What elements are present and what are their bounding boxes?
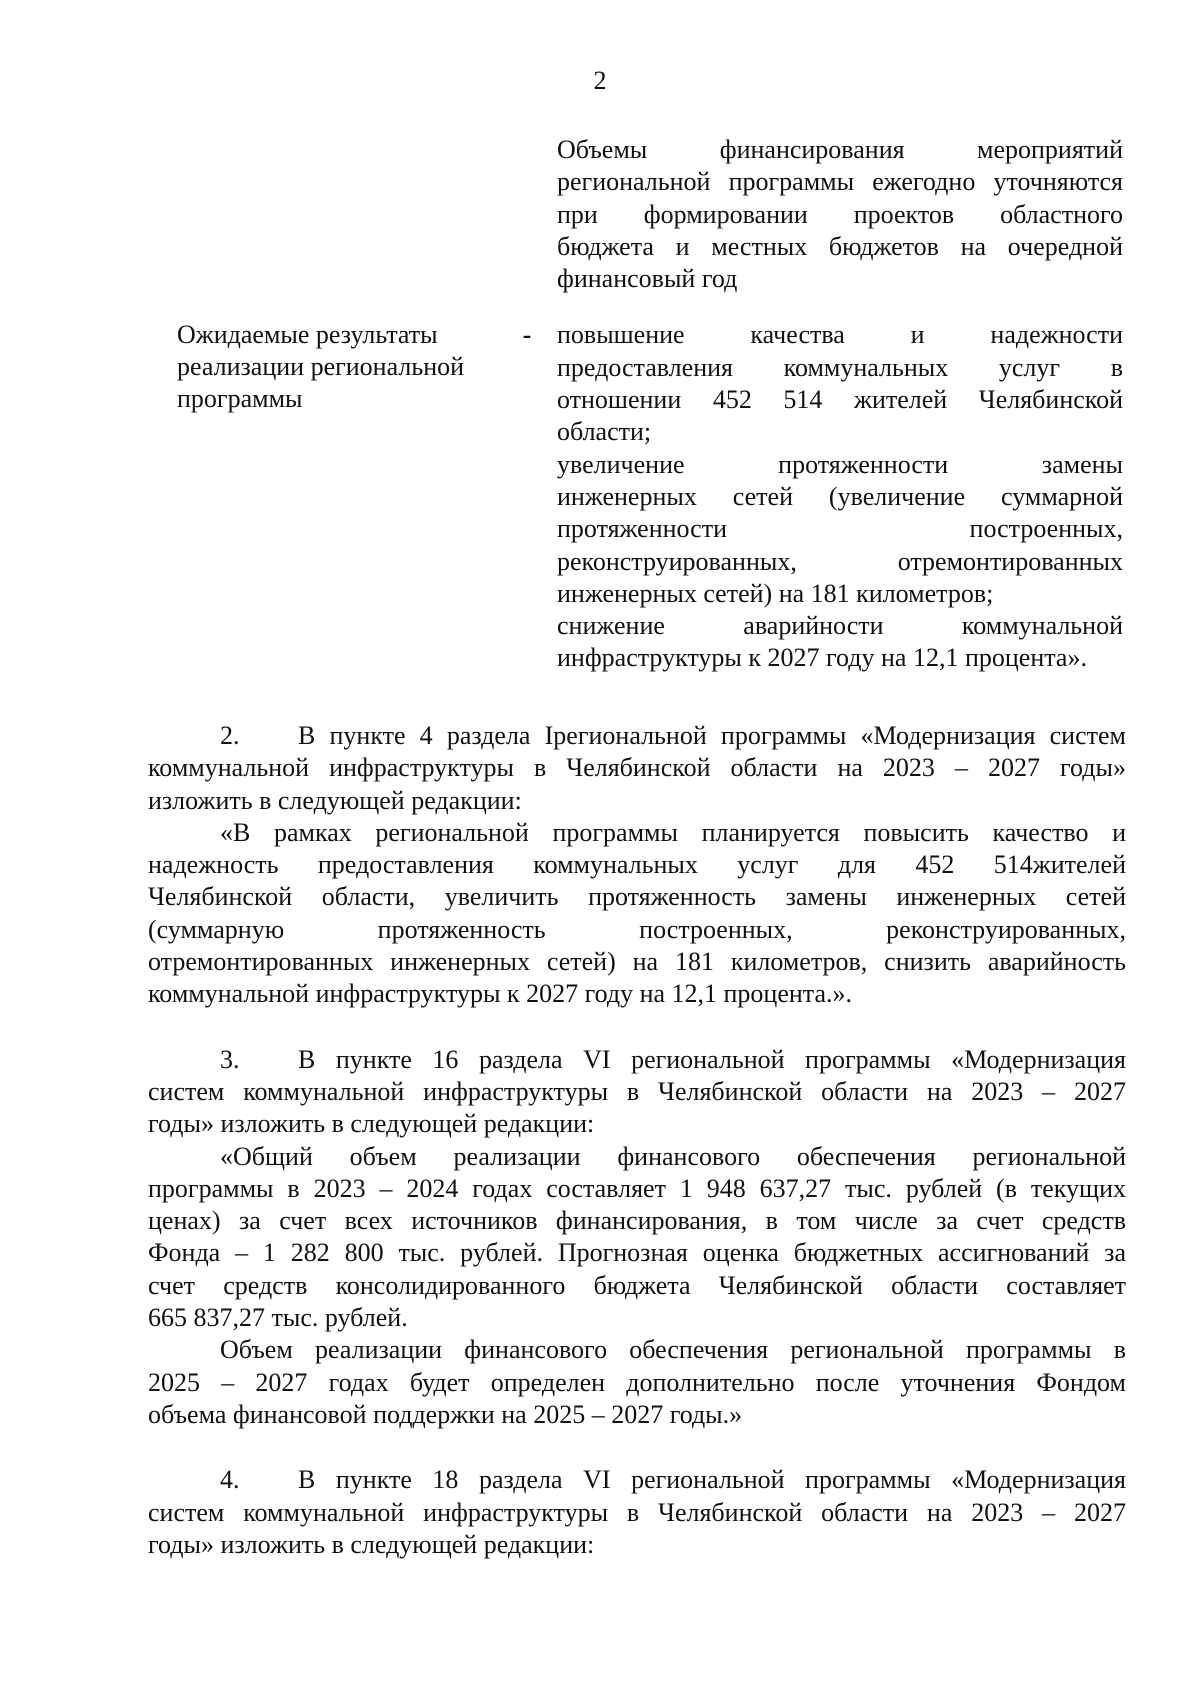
text-line: Объем реализации финансового обеспечения региональной программы в: [220, 1335, 1126, 1365]
text-line: коммунальной инфраструктуры в Челябинской области на 2023 – 2027 годы»: [148, 753, 1126, 783]
item-heading: [148, 1464, 1126, 1496]
text-line: В пункте 18 раздела VI региональной программы «Модернизация: [298, 1465, 1126, 1495]
text-line: В пункте 4 раздела Iрегиональной программы «Модернизация систем: [298, 721, 1126, 750]
results-dash: -: [522, 320, 532, 350]
text-line: 2025 – 2027 годах будет определен дополнительно после уточнения Фондом: [148, 1367, 1126, 1397]
text-line: при формировании проектов областного: [557, 199, 1123, 229]
text-line: инженерных сетей) на 181 километров;: [557, 578, 994, 608]
item-number: 3.: [220, 1044, 240, 1074]
text-line: увеличение протяженности замены: [557, 449, 1123, 479]
amendment-item-3: [148, 1044, 1126, 1432]
text-line: инженерных сетей (увеличение суммарной: [557, 481, 1123, 511]
text-line: бюджета и местных бюджетов на очередной: [557, 231, 1123, 261]
item-number: 4.: [220, 1465, 240, 1495]
text-line: предоставления коммунальных услуг в: [557, 352, 1123, 382]
text-line: Челябинской области, увеличить протяженность замены инженерных сетей: [148, 882, 1126, 912]
text-line: Объемы финансирования мероприятий: [557, 135, 1123, 164]
text-line: Фонда – 1 282 800 тыс. рублей. Прогнозная оценка бюджетных ассигнований за: [148, 1238, 1126, 1268]
amendment-text: [148, 817, 1126, 1011]
item-number: 2.: [220, 721, 240, 750]
amendment-text: [148, 1334, 1126, 1431]
text-line: ценах) за счет всех источников финансирования, в том числе за счет средств: [148, 1206, 1126, 1236]
text-line: объема финансовой поддержки на 2025 – 2027 годы.»: [148, 1399, 743, 1429]
text-line: инфраструктуры к 2027 году на 12,1 процента».: [557, 643, 1087, 673]
passport-table: [177, 134, 1123, 675]
amendment-item-2: [148, 720, 1126, 1011]
text-line: В пункте 16 раздела VI региональной программы «Модернизация: [298, 1044, 1126, 1074]
amendment-item-4: [148, 1464, 1126, 1561]
results-label: Ожидаемые результаты реализации региональной программы: [177, 320, 465, 414]
passport-row-funding: [177, 134, 1123, 295]
text-line: надежность предоставления коммунальных услуг для 452 514жителей: [148, 850, 1126, 880]
results-value: [557, 319, 1123, 674]
text-line: отремонтированных инженерных сетей) на 181 километров, снизить аварийность: [148, 947, 1126, 977]
text-line: годы» изложить в следующей редакции:: [148, 1109, 595, 1139]
text-line: счет средств консолидированного бюджета Челябинской области составляет: [148, 1270, 1126, 1300]
item-heading-continued: [148, 752, 1126, 817]
item-heading-continued: [148, 1076, 1126, 1141]
text-line: снижение аварийности коммунальной: [557, 611, 1123, 641]
text-line: систем коммунальной инфраструктуры в Челябинской области на 2023 – 2027: [148, 1076, 1126, 1106]
text-line: отношении 452 514 жителей Челябинской: [557, 385, 1123, 415]
text-line: 665 837,27 тыс. рублей.: [148, 1303, 408, 1333]
text-line: (суммарную протяженность построенных, реконструированных,: [148, 914, 1126, 944]
item-heading: [148, 720, 1126, 752]
text-line: протяженности построенных,: [557, 514, 1123, 544]
item-heading-continued: [148, 1497, 1126, 1562]
text-line: повышение качества и надежности: [557, 320, 1123, 350]
text-line: финансовый год: [557, 264, 738, 294]
text-line: «В рамках региональной программы планируется повысить качество и: [220, 817, 1126, 847]
amendment-text: [148, 1141, 1126, 1335]
text-line: программы в 2023 – 2024 годах составляет 1 948 637,27 тыс. рублей (в текущих: [148, 1173, 1126, 1203]
text-line: изложить в следующей редакции:: [148, 785, 522, 815]
page-number: 2: [593, 66, 607, 95]
passport-row-results: [177, 319, 1123, 674]
document-body: [148, 720, 1126, 1561]
text-line: области;: [557, 417, 652, 447]
text-line: коммунальной инфраструктуры к 2027 году на 12,1 процента.».: [148, 979, 853, 1009]
text-line: систем коммунальной инфраструктуры в Челябинской области на 2023 – 2027: [148, 1497, 1126, 1527]
funding-note: [557, 134, 1123, 295]
item-heading: [148, 1044, 1126, 1076]
text-line: «Общий объем реализации финансового обеспечения региональной: [220, 1141, 1126, 1171]
text-line: годы» изложить в следующей редакции:: [148, 1529, 595, 1559]
text-line: реконструированных, отремонтированных: [557, 546, 1123, 576]
text-line: региональной программы ежегодно уточняются: [557, 167, 1123, 197]
